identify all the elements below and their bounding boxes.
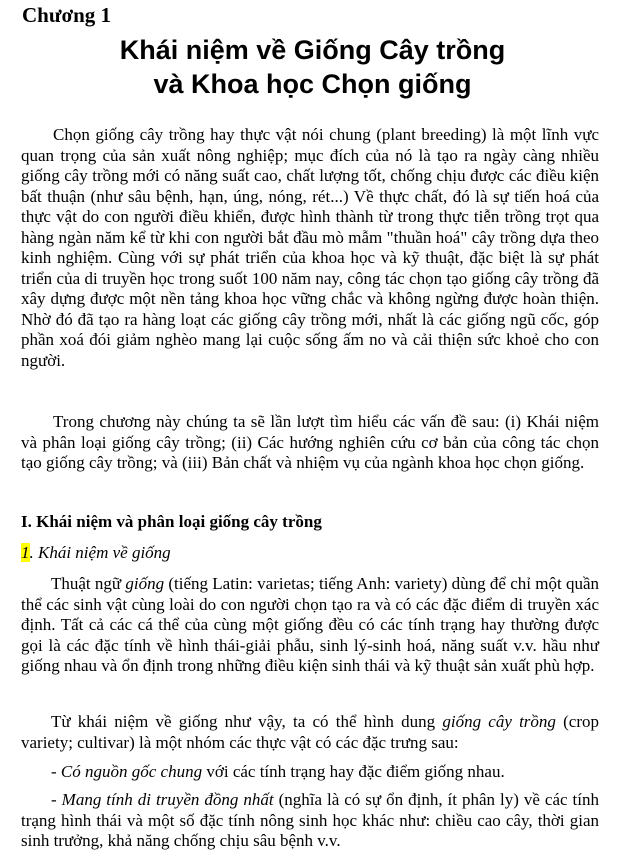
bullet-item-2 [21,790,599,852]
definition-paragraph [21,574,599,677]
term-giong-cay-trong: giống cây trồng [442,712,556,731]
term-giong: giống [125,574,165,593]
text-run: (crop variety; cultivar) là một nhóm các thực vật có các đặc trưng sau: [21,712,599,752]
bullet-term: Có nguồn gốc chung [60,762,203,781]
chapter-label: Chương 1 [22,3,112,27]
bullet-dash: - [51,762,61,781]
chapter-title-line-1: Khái niệm về Giống Cây trồng [119,35,506,65]
text-run: (nghĩa là có sự ổn định, ít phân ly) về các tính trạng hình thái và một số đặc tính nông sinh học khác như: chiều cao cây, thời gian sinh trưởng, khả năng chống chịu sâu bệnh v.v. [21,790,599,850]
section-heading: I. Khái niệm và phân loại giống cây trồng [21,512,322,531]
chapter-title-line-2: và Khoa học Chọn giống [153,69,472,99]
bullet-dash: - [51,790,62,809]
text-run: Thuật ngữ [51,574,126,593]
text-run: với các tính trạng hay đặc điểm giống nhau. [202,762,505,781]
text-run: (tiếng Latin: varietas; tiếng Anh: variety) dùng để chỉ một quần thể các sinh vật cùng loài do con người chọn tạo ra và có các đặc điểm di truyền xác định. Tất cả các cá thể của cùng một giống đều có các tính trạng hay thường được gọi là các đặc tính về hình thái-giải phẫu, sinh lý-sinh hoá, năng suất v.v. hầu như giống nhau và ổn định trong những điều kiện sinh thái và kỹ thuật sản xuất phù hợp. [21,574,599,675]
bullet-term: Mang tính di truyền đồng nhất [61,790,274,809]
subsection-heading [21,543,171,563]
highlighted-number: 1 [21,543,30,562]
intro-paragraph-1: Chọn giống cây trồng hay thực vật nói chung (plant breeding) là một lĩnh vực quan trọng của sản xuất nông nghiệp; mục đích của nó là tạo ra ngày càng nhiều giống cây trồng mới có năng suất cao, chất lượng tốt, chống chịu được các điều kiện bất thuận (như sâu bệnh, hạn, úng, nóng, rét...) Về thực chất, đó là sự tiến hoá của thực vật do con người điều khiển, được hình thành từ trong thực tiễn trồng trọt qua hàng ngàn năm kể từ khi con người bắt đầu mò mẫm "thuần hoá" cây trồng dựa theo kinh nghiệm. Cùng với sự phát triển của khoa học và kỹ thuật, đặc biệt là sự phát triển của di truyền học trong suốt 100 năm nay, công tác chọn tạo giống cây trồng đã xây dựng được một nền tảng khoa học vững chắc và không ngừng được hoàn thiện. Nhờ đó đã tạo ra hàng loạt các giống cây trồng mới, nhất là các giống ngũ cốc, góp phần xoá đói giảm nghèo mang lại cuộc sống ấm no và cải thiện sức khoẻ cho con người. [21,125,599,370]
subsection-title: . Khái niệm về giống [29,543,171,562]
bullet-item-1 [21,762,599,783]
crop-variety-paragraph [21,712,599,753]
intro-paragraph-2: Trong chương này chúng ta sẽ lần lượt tìm hiểu các vấn đề sau: (i) Khái niệm và phân loại giống cây trồng; (ii) Các hướng nghiên cứu cơ bản của công tác chọn tạo giống cây trồng; và (iii) Bản chất và nhiệm vụ của ngành khoa học chọn giống. [21,412,599,472]
text-run: Từ khái niệm về giống như vậy, ta có thể hình dung [51,712,443,731]
